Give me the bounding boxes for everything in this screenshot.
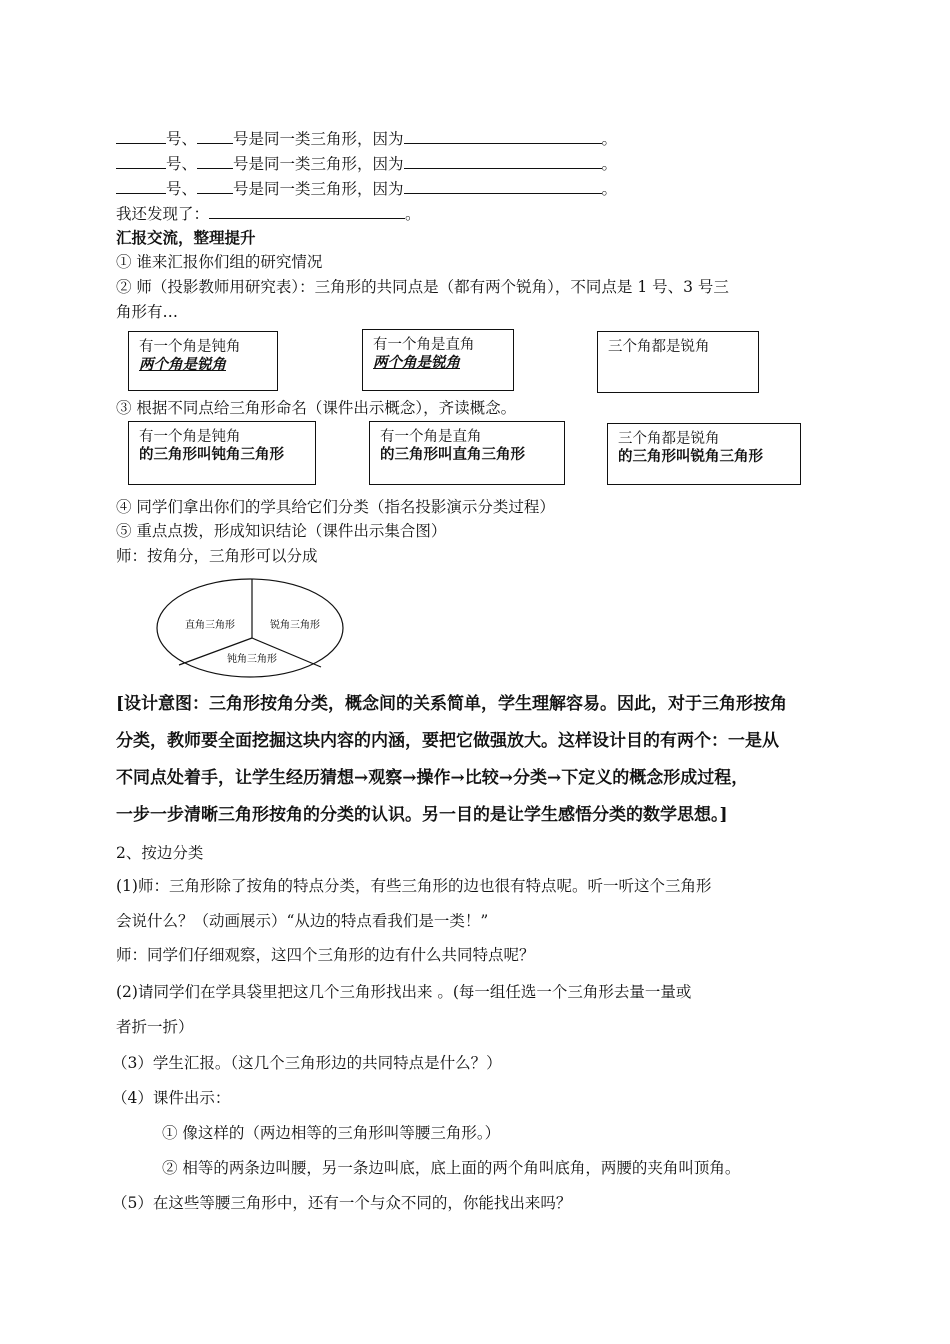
diff-box-acute: 三个角都是锐角 xyxy=(597,331,759,393)
concept-box-right: 有一个角是直角 的三角形叫直角三角形 xyxy=(369,421,565,485)
step-5: ⑤ 重点点拨，形成知识结论（课件出示集合图） xyxy=(116,522,447,540)
step-2-line-1: ② 师（投影教师用研究表）：三角形的共同点是（都有两个锐角），不同点是 1 号、3 号三 xyxy=(116,278,729,296)
concept-box-acute: 三个角都是锐角 的三角形叫锐角三角形 xyxy=(607,423,801,485)
step-1: ① 谁来汇报你们组的研究情况 xyxy=(116,253,323,271)
set-label-right: 直角三角形 xyxy=(185,620,235,631)
teacher-line: 师：按角分，三角形可以分成 xyxy=(116,547,318,565)
angle-classification-set-diagram xyxy=(155,578,345,680)
p2-line-2: 者折一折） xyxy=(116,1018,194,1036)
p3: （3）学生汇报。（这几个三角形边的共同特点是什么？） xyxy=(112,1054,502,1072)
blank[interactable] xyxy=(197,153,233,169)
p2-line-1: (2)请同学们在学具袋里把这几个三角形找出来 。(每一组任选一个三角形去量一量或 xyxy=(116,983,692,1001)
p1-line-2: 会说什么？（动画展示）“从边的特点看我们是一类！” xyxy=(116,912,489,930)
design-intent: [设计意图：三角形按角分类，概念间的关系简单，学生理解容易。因此，对于三角形按角 分类，教师要全面挖掘这块内容的内涵，要把它做强放大。这样设计目的有两个：一是从 不同点处着手，让学生经历猜想→观察→操作→比较→分类→下定义的概念形成过程， 一步一步清晰三角形按角的分类的认识。另一目的是让学生感悟分类的数学思想。] xyxy=(116,694,788,825)
blank[interactable] xyxy=(209,203,405,219)
blank[interactable] xyxy=(197,128,233,144)
p1-line-3: 师：同学们仔细观察，这四个三角形的边有什么共同特点呢？ xyxy=(116,946,535,964)
blank[interactable] xyxy=(116,178,166,194)
p5: （5）在这些等腰三角形中，还有一个与众不同的，你能找出来吗？ xyxy=(112,1194,572,1212)
fill-line-3: 号、 号是同一类三角形，因为 。 xyxy=(116,178,617,199)
p4: （4）课件出示： xyxy=(112,1089,231,1107)
blank[interactable] xyxy=(404,178,602,194)
blank[interactable] xyxy=(404,153,602,169)
concept-box-obtuse: 有一个角是钝角 的三角形叫钝角三角形 xyxy=(128,421,316,485)
blank[interactable] xyxy=(197,178,233,194)
section-heading: 汇报交流，整理提升 xyxy=(116,228,256,247)
p1-line-1: (1)师：三角形除了按角的特点分类，有些三角形的边也很有特点呢。听一听这个三角形 xyxy=(116,877,712,895)
fill-line-1: 号、 号是同一类三角形，因为 。 xyxy=(116,128,617,149)
section-2-title: 2、按边分类 xyxy=(116,844,204,862)
step-4: ④ 同学们拿出你们的学具给它们分类（指名投影演示分类过程） xyxy=(116,498,555,516)
fill-line-2: 号、 号是同一类三角形，因为 。 xyxy=(116,153,617,174)
p4-a: ① 像这样的（两边相等的三角形叫等腰三角形。） xyxy=(162,1124,501,1142)
also-found-line: 我还发现了： 。 xyxy=(116,205,421,223)
step-3: ③ 根据不同点给三角形命名（课件出示概念），齐读概念。 xyxy=(116,399,517,417)
blank[interactable] xyxy=(404,128,602,144)
set-label-acute: 锐角三角形 xyxy=(270,620,320,631)
diff-box-obtuse: 有一个角是钝角 两个角是锐角 xyxy=(128,331,278,391)
set-label-obtuse: 钝角三角形 xyxy=(227,654,277,665)
blank[interactable] xyxy=(116,128,166,144)
step-2-line-2: 角形有… xyxy=(116,303,179,321)
blank[interactable] xyxy=(116,153,166,169)
diff-box-right: 有一个角是直角 两个角是锐角 xyxy=(362,329,514,391)
p4-b: ② 相等的两条边叫腰，另一条边叫底，底上面的两个角叫底角，两腰的夹角叫顶角。 xyxy=(162,1159,741,1177)
